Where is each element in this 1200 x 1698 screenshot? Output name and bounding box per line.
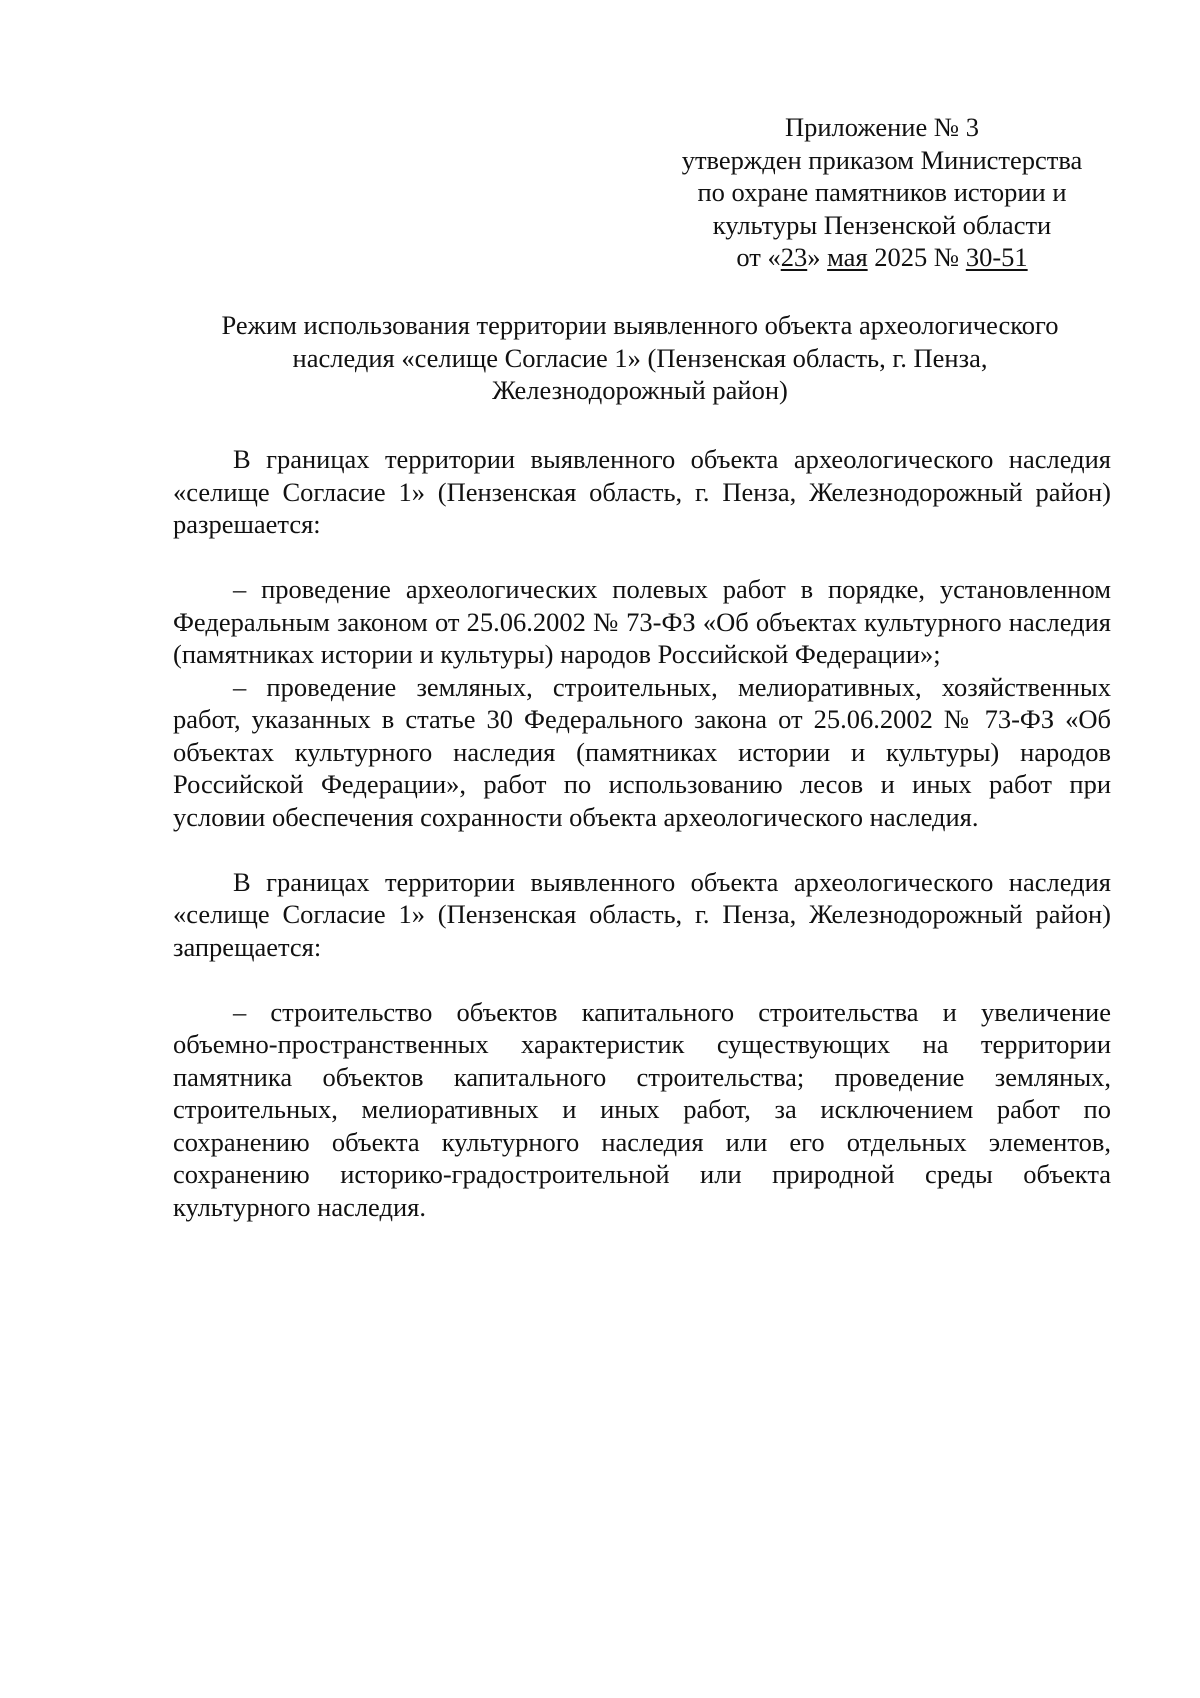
allowed-intro-paragraph: В границах территории выявленного объекта археологического наследия «селище Согласие 1» (Пензенская область, г. Пенза, Железнодорожный район) разрешается: (173, 444, 1111, 539)
title-line: наследия «селище Согласие 1» (Пензенская область, г. Пенза, (292, 342, 988, 373)
allowed-item: – проведение археологических полевых работ в порядке, установленном Федеральным законом от 25.06.2002 № 73-ФЗ «Об объектах культурного наследия (памятниках истории и культуры) народов Российской Федерации»; (173, 574, 1111, 669)
forbidden-intro-paragraph: В границах территории выявленного объекта археологического наследия «селище Согласие 1» (Пензенская область, г. Пенза, Железнодорожный район) запрещается: (173, 866, 1111, 962)
allowed-item: – проведение земляных, строительных, мелиоративных, хозяйственных работ, указанных в статье 30 Федерального закона от 25.06.2002 № 73-ФЗ «Об объектах культурного наследия (памятниках истории и культуры) народов Российской Федерации», работ по использованию лесов и иных работ при условии обеспечения сохранности объекта археологического наследия. (173, 671, 1111, 832)
document-title (170, 309, 1110, 407)
forbidden-item: – строительство объектов капитального строительства и увеличение объемно-пространственных характеристик существующих на территории памятника объектов капитального строительства; проведение земляных, строительных, мелиоративных и иных работ, за исключением работ по сохранению объекта культурного наследия или его отдельных элементов, сохранению историко-градостроительной или природной среды объекта культурного наследия. (173, 996, 1111, 1222)
approval-line: по охране памятников истории и (697, 177, 1067, 207)
appendix-number: Приложение № 3 (784, 112, 979, 142)
order-number: 30-51 (965, 242, 1028, 272)
title-line: Железнодорожный район) (492, 375, 788, 405)
approval-block (652, 111, 1112, 274)
title-line: Режим использования территории выявленного объекта археологического (221, 310, 1059, 340)
document-body (173, 443, 1111, 1223)
order-date-line (652, 241, 1112, 274)
order-year: 2025 № (867, 242, 966, 272)
approval-line: культуры Пензенской области (712, 209, 1052, 240)
order-day: 23 (780, 242, 808, 272)
order-month: мая (827, 242, 868, 272)
order-date-prefix: от « (736, 242, 781, 272)
approval-line: утвержден приказом Министерства (681, 144, 1083, 175)
order-date-separator: » (807, 242, 828, 272)
